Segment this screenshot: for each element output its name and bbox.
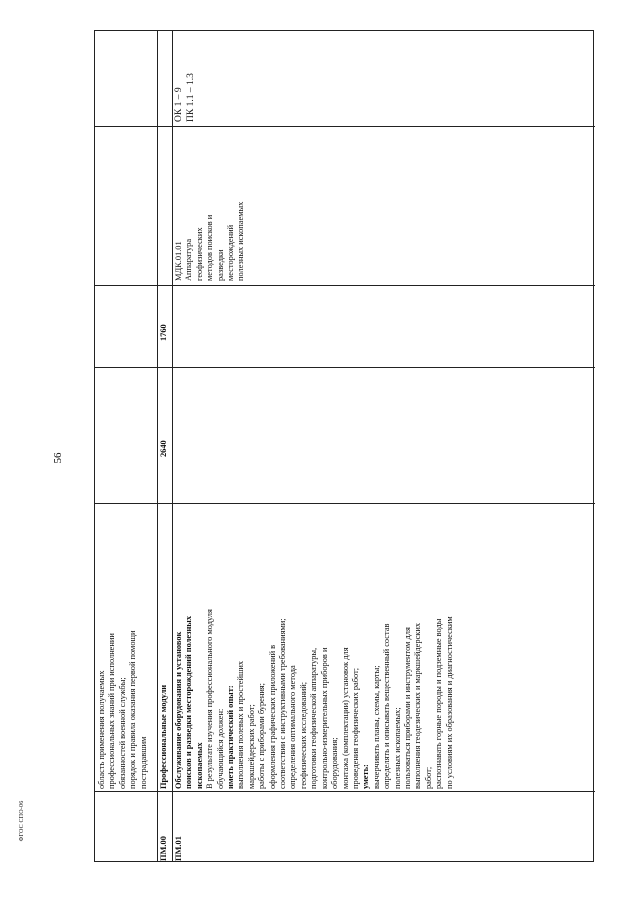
pm00-code: ПМ.00 (159, 836, 168, 861)
pm01-line: В результате изучения профессионального модуля (205, 609, 215, 789)
competency-line: ОК 1 – 9 (174, 87, 184, 122)
pm01-line: монтажа (комплектации) установок для (340, 647, 350, 789)
competency-line: ПК 1.1 – 1.3 (185, 73, 196, 122)
col-divider-mdk (95, 126, 595, 127)
pm01-line: обучающийся должен: (215, 708, 225, 789)
pm01-line: полезных ископаемых; (392, 707, 402, 789)
pm01-line: маркшейдерских работ; (246, 704, 256, 789)
mdk-line: полезных ископаемых (236, 201, 246, 281)
row-divider-2 (172, 31, 173, 861)
mdk-line: МДК.01.01 (174, 241, 183, 281)
pm01-code: ПМ.01 (174, 836, 183, 861)
pm00-hours-max: 2640 (159, 440, 168, 457)
footer-code: ФГОС СПО-06 (19, 800, 25, 842)
col-divider-code (95, 791, 595, 792)
pm01-line: оформления графических приложений в (267, 644, 277, 789)
prev-line: пострадавшим (138, 736, 148, 789)
prev-line: область применения получаемых (97, 670, 106, 789)
pm01-line: выполнения геодезических и маркшейдерских (413, 622, 423, 789)
pm01-line: пользоваться приборами и инструментом для (402, 627, 412, 789)
page-number: 56 (52, 452, 64, 464)
pm01-line: соответствии с инструктивными требованиями; (278, 618, 288, 789)
pm01-line: поисков и разведки месторождений полезных (184, 615, 194, 789)
pm01-line: Обслуживание оборудования и установок (174, 631, 183, 789)
row-divider-1 (157, 31, 158, 861)
pm01-line: проведения геофизических работ; (350, 667, 360, 789)
pm01-mdk (174, 202, 247, 281)
prev-line: порядок и правила оказания первой помощи (128, 630, 138, 789)
pm01-line: распознавать горные породы и подземные воды (434, 618, 444, 789)
pm01-line: оборудования; (330, 737, 340, 789)
mdk-line: разведки (215, 249, 225, 281)
mdk-line: Аппаратура (184, 238, 194, 281)
pm01-line: уметь: (361, 764, 371, 789)
col-divider-hours-req (95, 285, 595, 286)
pm01-competencies (174, 73, 197, 122)
pm01-line: выполнения полевых и простейших (236, 660, 246, 789)
mdk-line: геофизических (194, 227, 204, 281)
pm01-line: ископаемых (194, 742, 204, 789)
pm01-line: подготовки геофизической аппаратуры, (309, 647, 319, 789)
pm01-line: определения оптимального метода (288, 665, 298, 789)
mdk-line: методов поисков и (205, 214, 215, 281)
pm01-line: работы с приборами бурения; (257, 683, 267, 789)
competency-table (94, 30, 594, 862)
prev-line: обязанностей военной службы; (117, 677, 127, 789)
pm01-line: контрольно-измерительных приборов и (319, 647, 329, 789)
prev-row-text (97, 631, 149, 789)
col-divider-content (95, 503, 595, 504)
pm01-content (174, 609, 455, 789)
prev-line: профессиональных знаний при исполнении (107, 633, 117, 789)
pm01-line: вычерчивать планы, схемы, карты; (371, 665, 381, 789)
pm01-line: определять и описывать вещественный состав (382, 623, 392, 789)
pm01-line: по условиям их образования и диагностическим (444, 616, 454, 789)
pm01-line: работ; (423, 766, 433, 789)
pm01-line: геофизических исследований; (298, 681, 308, 789)
pm01-line: иметь практический опыт: (226, 685, 236, 789)
mdk-line: месторождений (226, 224, 236, 281)
pm00-title: Профессиональные модули (159, 684, 168, 789)
col-divider-hours-max (95, 367, 595, 368)
pm00-hours-req: 1760 (159, 324, 168, 341)
